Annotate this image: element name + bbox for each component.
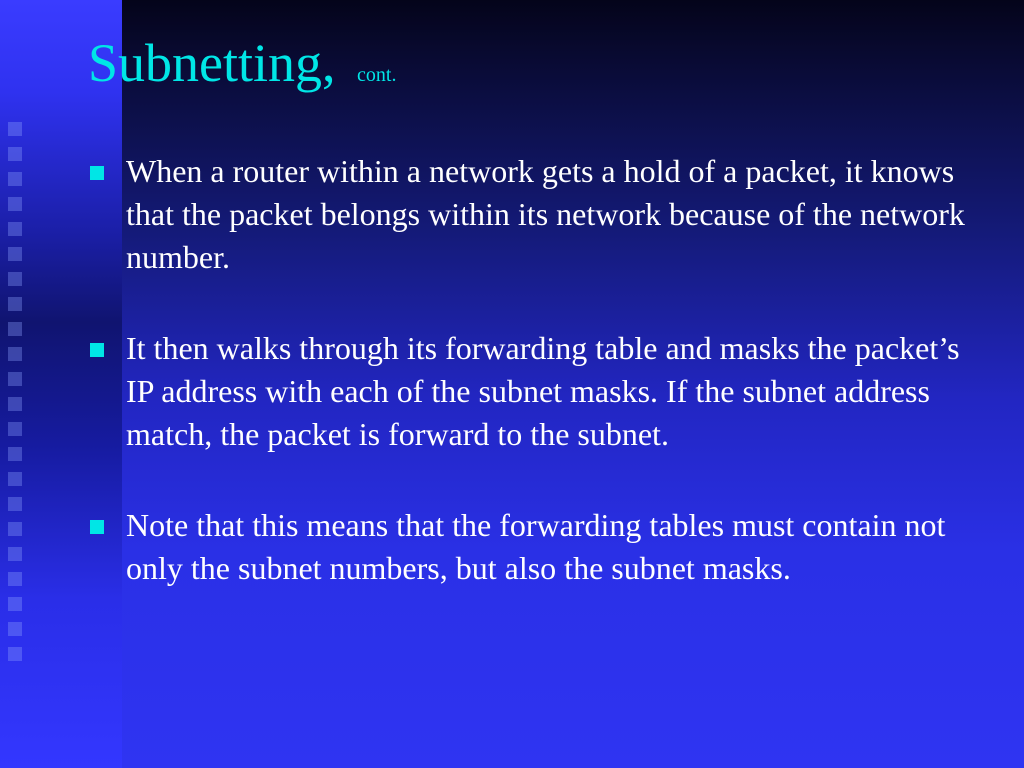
decorative-square [8, 347, 22, 361]
decorative-square [8, 597, 22, 611]
bullet-text: Note that this means that the forwarding tables must contain not only the subnet numbers, but also the subnet masks. [126, 507, 946, 586]
decorative-square [8, 172, 22, 186]
decorative-square [8, 497, 22, 511]
decorative-square [8, 547, 22, 561]
decorative-square [8, 447, 22, 461]
bullet-text: It then walks through its forwarding table and masks the packet’s IP address with each of the subnet masks. If the subnet address match, the packet is forward to the subnet. [126, 330, 960, 452]
bullet-text: When a router within a network gets a hold of a packet, it knows that the packet belongs within its network because of the network number. [126, 153, 965, 275]
bullet-item [88, 327, 978, 456]
decorative-square [8, 372, 22, 386]
slide-title-suffix: cont. [357, 64, 397, 86]
decorative-square [8, 272, 22, 286]
decorative-square [8, 397, 22, 411]
square-bullet-icon [90, 343, 104, 357]
decorative-square [8, 647, 22, 661]
decorative-square [8, 122, 22, 136]
square-bullet-icon [90, 520, 104, 534]
decorative-square [8, 322, 22, 336]
square-bullet-icon [90, 166, 104, 180]
decorative-square [8, 147, 22, 161]
decorative-square [8, 247, 22, 261]
decorative-square [8, 422, 22, 436]
decorative-square [8, 297, 22, 311]
bullet-list [88, 150, 978, 638]
slide-title-main: Subnetting, [88, 33, 336, 93]
slide-title [88, 33, 397, 93]
decorative-square [8, 197, 22, 211]
decorative-square [8, 522, 22, 536]
decorative-square [8, 622, 22, 636]
decorative-square [8, 572, 22, 586]
decorative-squares-column [8, 122, 28, 662]
decorative-square [8, 222, 22, 236]
decorative-square [8, 472, 22, 486]
bullet-item [88, 150, 978, 279]
bullet-item [88, 504, 978, 590]
